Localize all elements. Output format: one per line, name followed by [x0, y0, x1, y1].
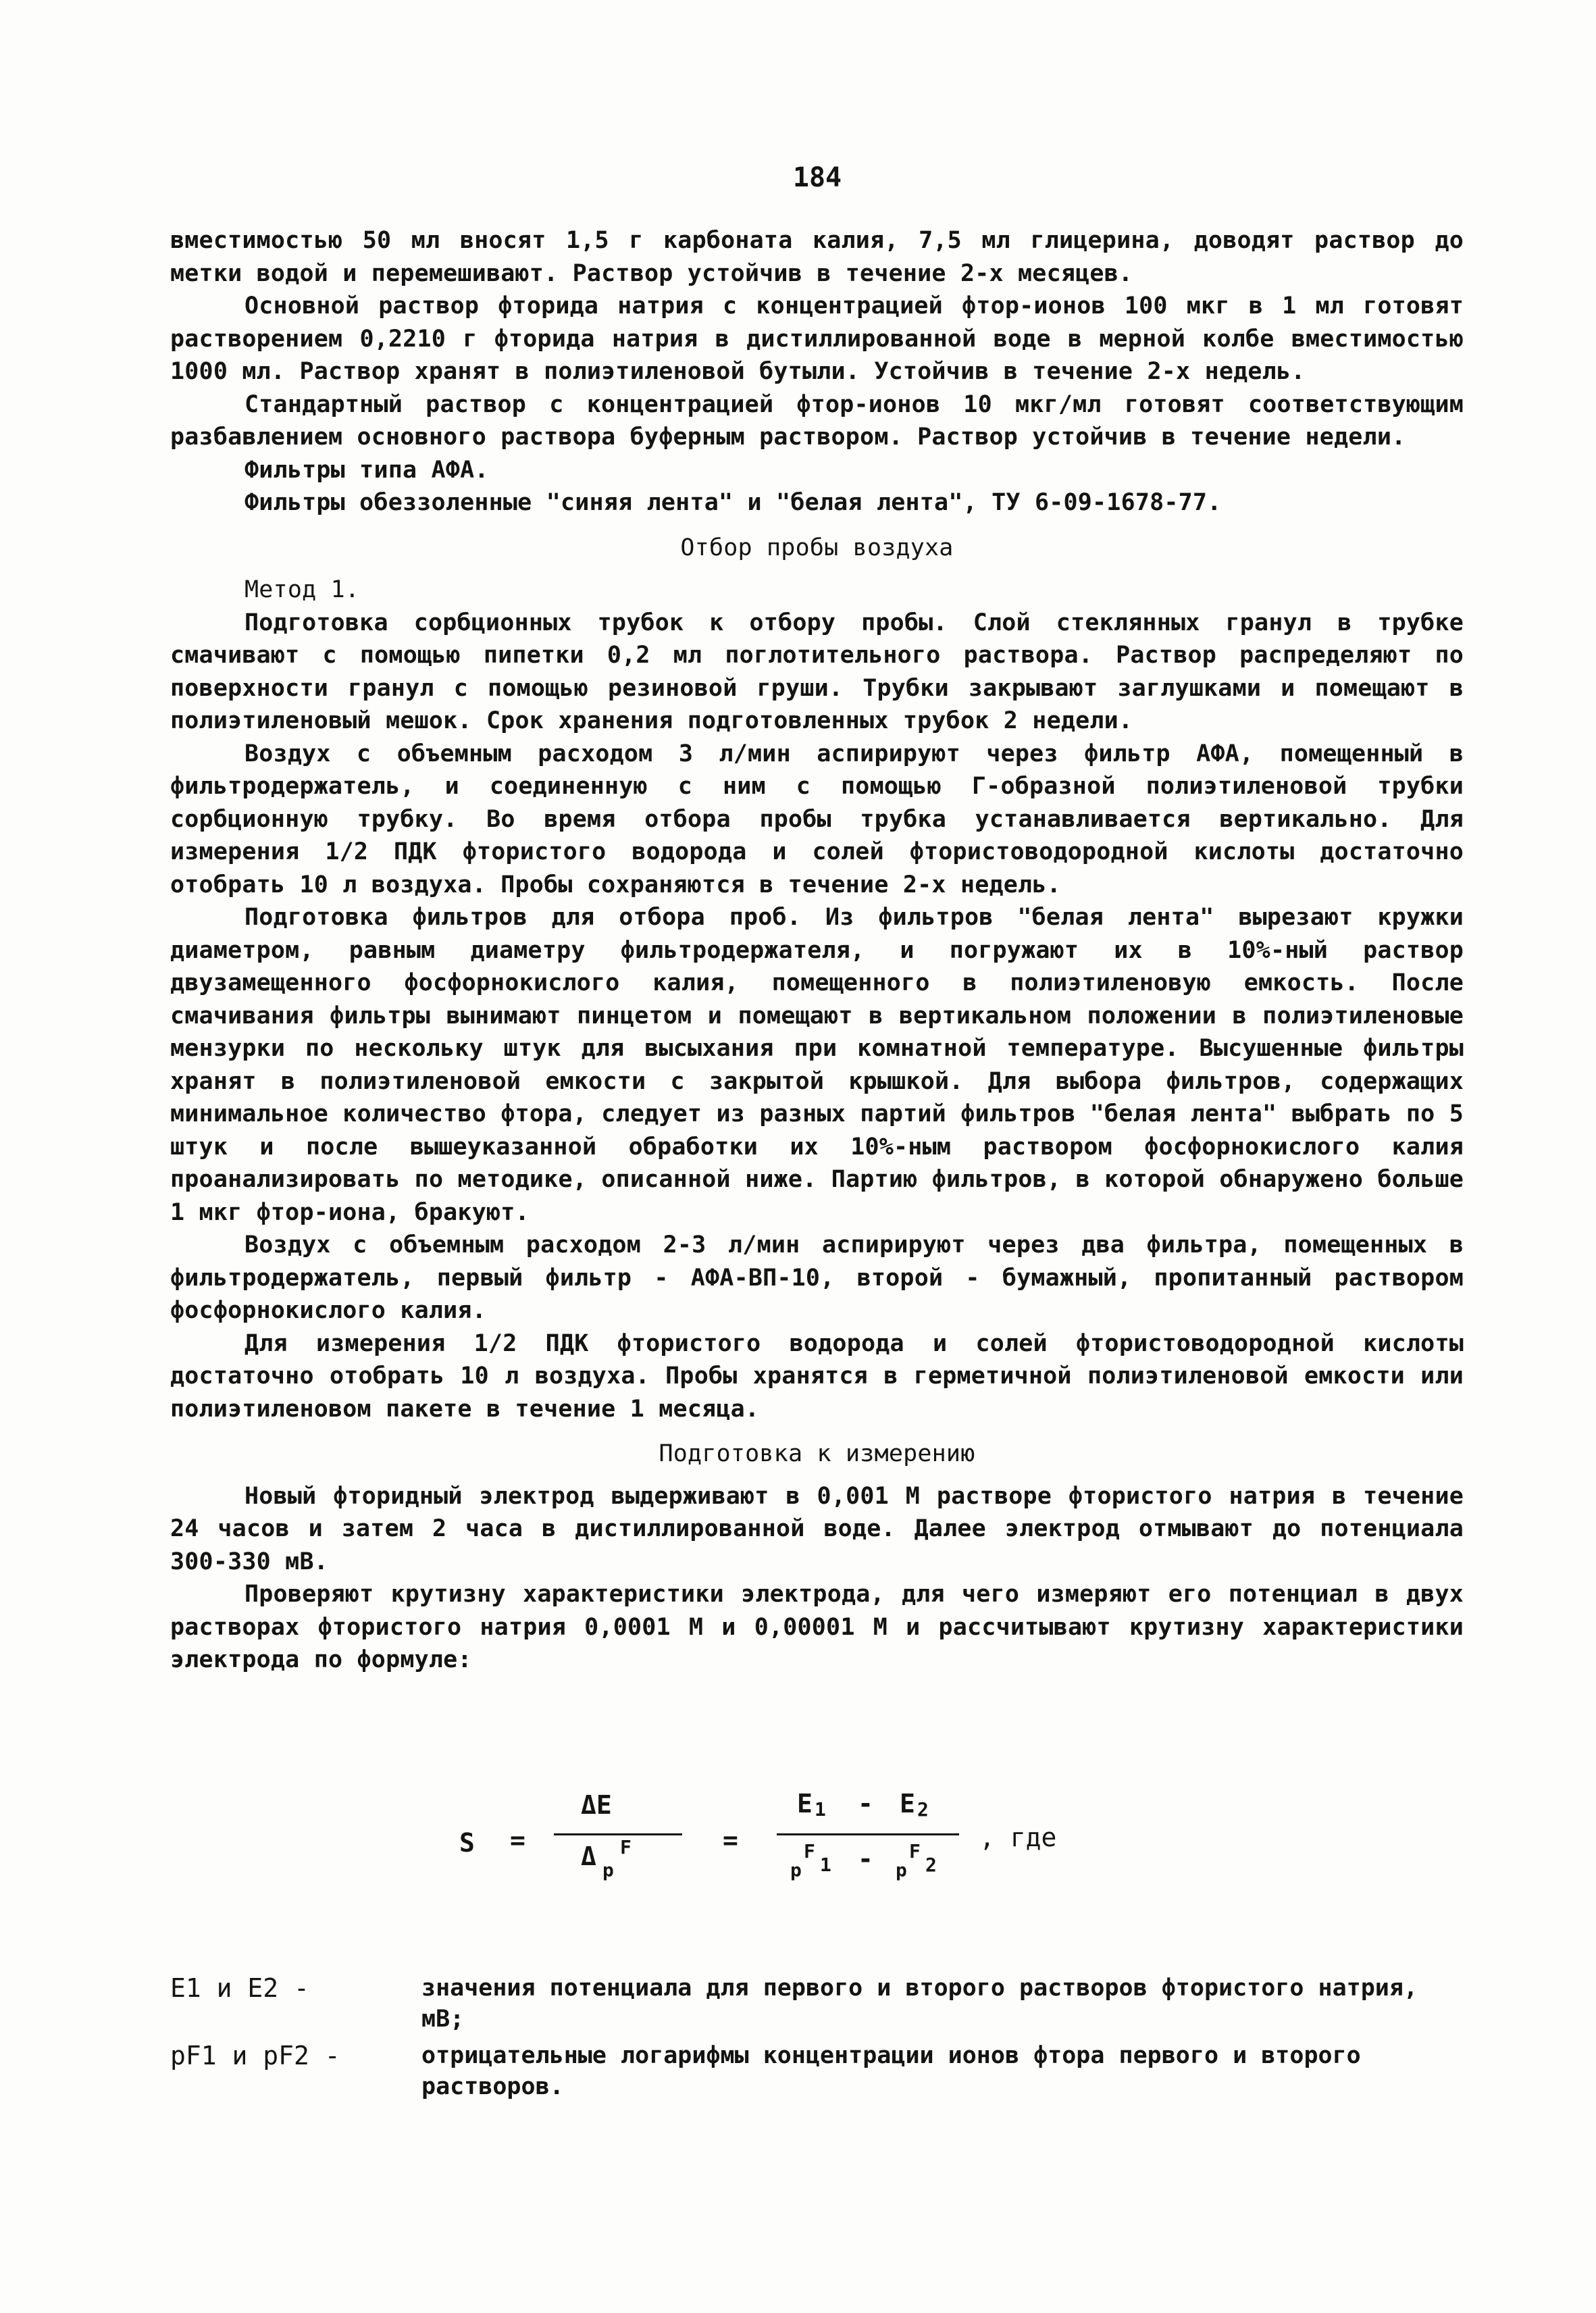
section-heading-sampling: Отбор пробы воздуха — [680, 534, 954, 561]
definition-text: отрицательные логарифмы концентрации ионов фтора первого и второго растворов. — [421, 2042, 1361, 2100]
page-number: 184 — [792, 162, 842, 193]
definition-row — [170, 1973, 1464, 2035]
formula-E1: E — [797, 1789, 813, 1819]
paragraph: Воздух с объемным расходом 3 л/мин аспирируют через фильтр АФА, помещенный в фильтродержатель, и соединенную с ним с помощью Г-образной полиэтиленовой трубки сорбционную трубку. Во время отбора пробы трубка устанавливается вертикально. Для измерения 1/2 ПДК фтористого водорода и солей фтористоводородной кислоты достаточно отобрать 10 л воздуха. Пробы сохраняются в течение 2-х недель. — [170, 740, 1464, 898]
definition-text: значения потенциала для первого и второго растворов фтористого натрия, мВ; — [421, 1975, 1418, 2033]
formula-equals: = — [723, 1825, 738, 1855]
paragraph: Фильтры типа АФА. — [244, 456, 489, 484]
paragraph: вместимостью 50 мл вносят 1,5 г карбоната калия, 7,5 мл глицерина, доводят раствор до метки водой и перемешивают. Раствор устойчив в течение 2-х месяцев. — [170, 227, 1464, 287]
formula-minus: - — [858, 1844, 873, 1874]
symbol-definitions — [170, 1973, 1464, 2108]
document-body — [170, 224, 1464, 1677]
formula-p: p — [896, 1859, 907, 1881]
formula-sub-1: 1 — [820, 1854, 831, 1876]
paragraph: Основной раствор фторида натрия с концентрацией фтор-ионов 100 мкг в 1 мл готовят растворением 0,2210 г фторида натрия в дистиллированной воде в мерной колбе вместимостью 1000 мл. Раствор хранят в полиэтиленовой бутыли. Устойчив в течение 2-х недель. — [170, 293, 1464, 385]
fraction-bar-1 — [554, 1833, 682, 1835]
formula-suffix: , где — [979, 1823, 1057, 1852]
formula-minus: - — [858, 1789, 873, 1819]
formula-lhs: S — [459, 1828, 475, 1858]
formula-numerator-1: ΔE — [581, 1790, 612, 1820]
formula-sub-2: 2 — [925, 1854, 937, 1876]
paragraph: Новый фторидный электрод выдерживают в 0,001 М растворе фтористого натрия в течение 24 часов и затем 2 часа в дистиллированной воде. Далее электрод отмывают до потенциала 300-330 мВ. — [170, 1482, 1464, 1575]
paragraph: Подготовка фильтров для отбора проб. Из фильтров "белая лента" вырезают кружки диаметром, равным диаметру фильтродержателя, и погружают их в 10%-ный раствор двузамещенного фосфорнокислого калия, помещенного в полиэтиленовую емкость. После смачивания фильтры вынимают пинцетом и помещают в вертикальном положении в полиэтиленовые мензурки по нескольку штук для высыхания при комнатной температуре. Высушенные фильтры хранят в полиэтиленовой емкости с закрытой крышкой. Для выбора фильтров, содержащих минимальное количество фтора, следует из разных партий фильтров "белая лента" выбрать по 5 штук и после вышеуказанной обработки их 10%-ным раствором фосфорнокислого калия проанализировать по методике, описанной ниже. Партию фильтров, в которой обнаружено больше 1 мкг фтор-иона, бракуют. — [170, 904, 1464, 1226]
definition-symbol: pF1 и pF2 - — [170, 2041, 340, 2070]
formula-E2: E — [900, 1789, 915, 1819]
paragraph: Для измерения 1/2 ПДК фтористого водорода и солей фтористоводородной кислоты достаточно отобрать 10 л воздуха. Пробы хранятся в герметичной полиэтиленовой емкости или полиэтиленовом пакете в течение 1 месяца. — [170, 1329, 1464, 1423]
paragraph: Фильтры обеззоленные "синяя лента" и "белая лента", ТУ 6-09-1678-77. — [244, 489, 1222, 516]
formula-sub-1: 1 — [815, 1798, 826, 1821]
slope-formula — [446, 1783, 1121, 1905]
definition-row — [170, 2040, 1464, 2102]
section-heading-preparation: Подготовка к измерению — [659, 1440, 975, 1467]
definition-symbol: E1 и E2 - — [170, 1973, 309, 2003]
formula-F: F — [620, 1836, 632, 1858]
paragraph: Проверяют крутизну характеристики электрода, для чего измеряют его потенциал в двух растворах фтористого натрия 0,0001 М и 0,00001 М и рассчитывают крутизну характеристики электрода по формуле: — [170, 1581, 1464, 1673]
formula-p: p — [790, 1859, 802, 1881]
fraction-bar-2 — [777, 1833, 959, 1835]
formula-F: F — [804, 1840, 815, 1862]
paragraph: Воздух с объемным расходом 2-3 л/мин аспирируют через два фильтра, помещенных в фильтродержатель, первый фильтр - АФА-ВП-10, второй - бумажный, пропитанный раствором фосфорнокислого калия. — [170, 1231, 1464, 1324]
formula-sub-2: 2 — [917, 1798, 929, 1821]
formula-equals: = — [510, 1825, 525, 1855]
method-label: Метод 1. — [244, 576, 360, 603]
formula-p: p — [602, 1859, 614, 1881]
paragraph: Стандартный раствор с концентрацией фтор-ионов 10 мкг/мл готовят соответствующим разбавлением основного раствора буферным раствором. Раствор устойчив в течение недели. — [170, 390, 1464, 451]
formula-F: F — [909, 1840, 921, 1862]
formula-delta: Δ — [581, 1841, 596, 1871]
paragraph: Подготовка сорбционных трубок к отбору пробы. Слой стеклянных гранул в трубке смачивают с помощью пипетки 0,2 мл поглотительного раствора. Раствор распределяют по поверхности гранул с помощью резиновой груши. Трубки закрывают заглушками и помещают в полиэтиленовый мешок. Срок хранения подготовленных трубок 2 недели. — [170, 609, 1464, 734]
